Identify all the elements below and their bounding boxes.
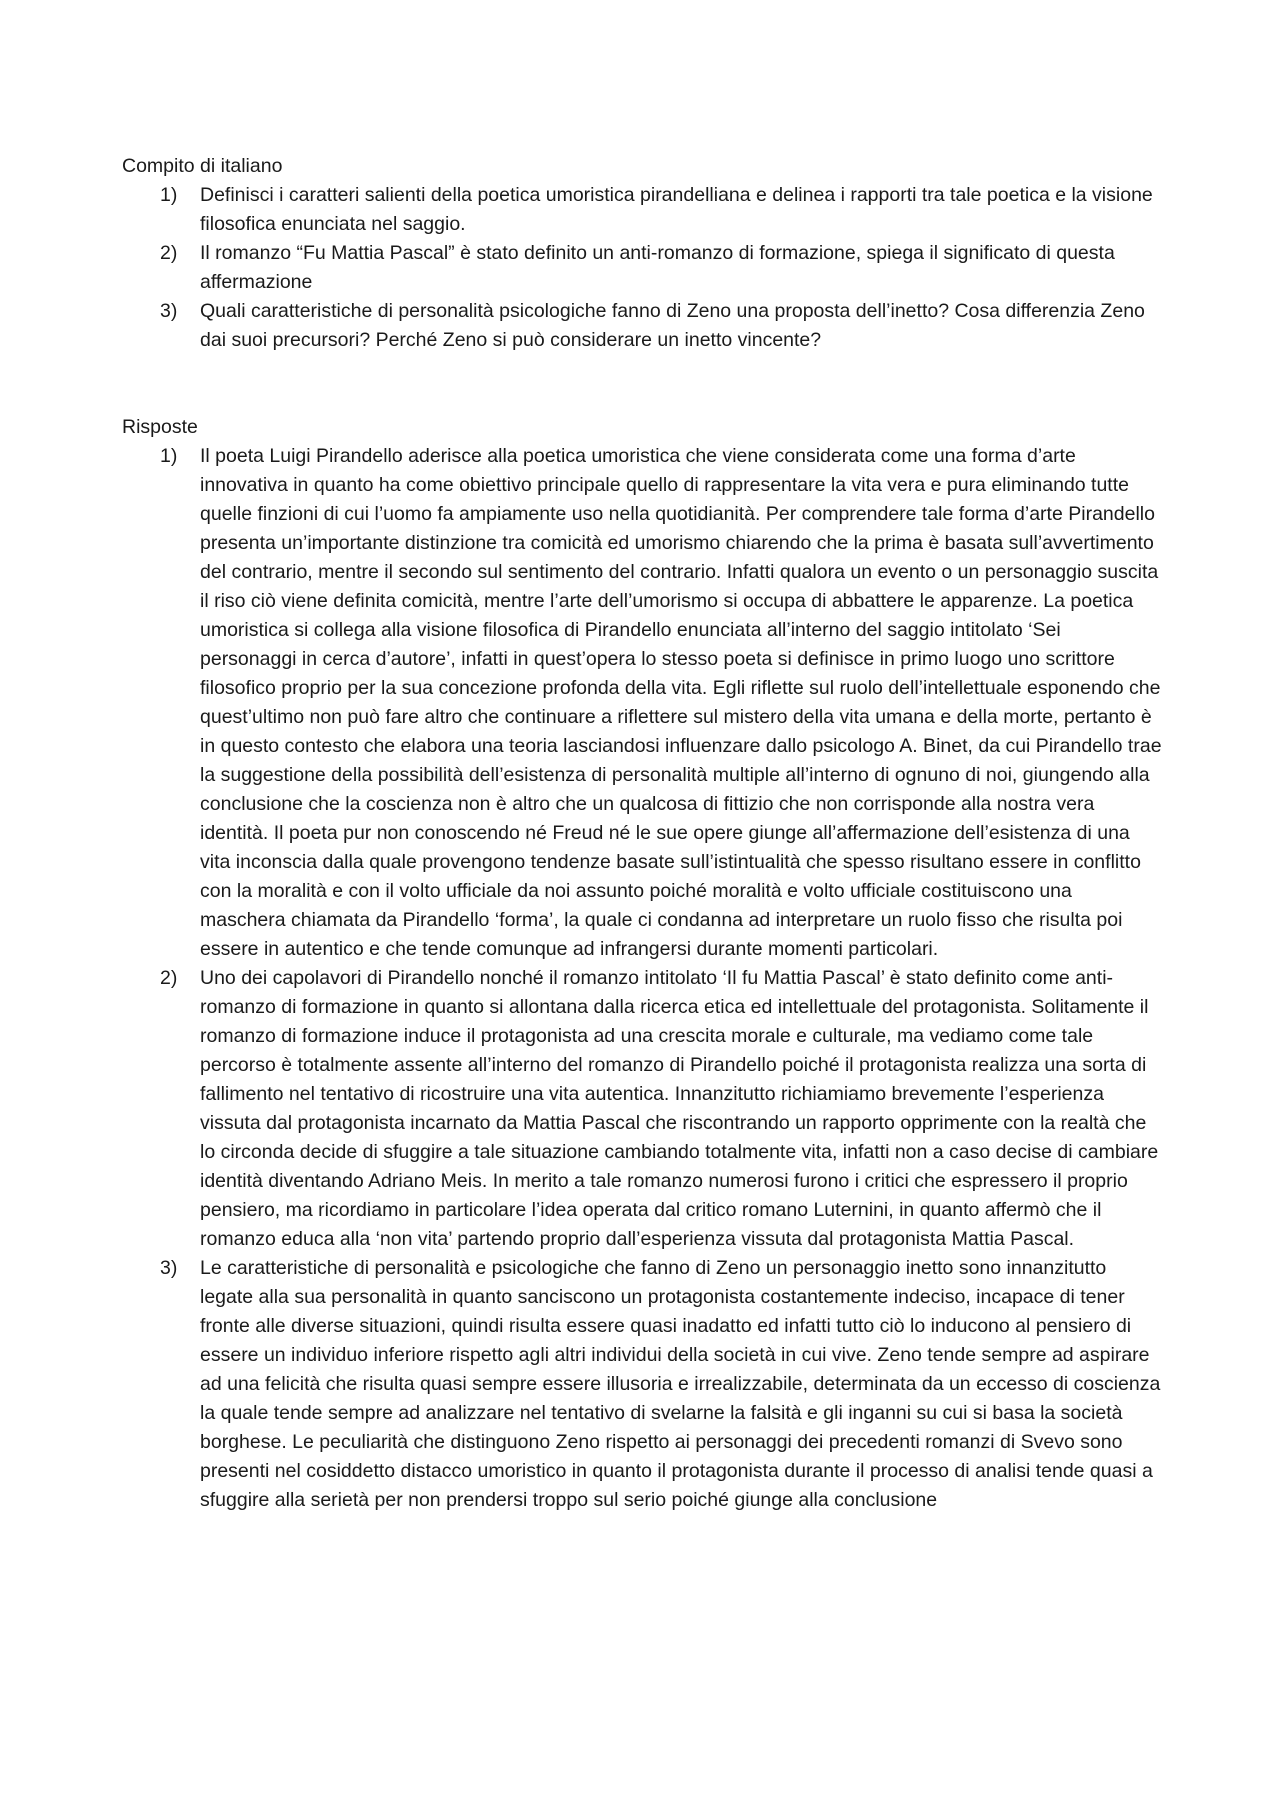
question-text: Il romanzo “Fu Mattia Pascal” è stato definito un anti-romanzo di formazione, spiega il significato di questa affermazione [200,242,1115,293]
question-number: 1) [160,184,178,206]
question-text: Quali caratteristiche di personalità psicologiche fanno di Zeno una proposta dell’inetto? Cosa differenzia Zeno dai suoi precursori? Perché Zeno si può considerare un inetto vincente? [200,300,1145,351]
answer-number: 3) [160,1257,178,1279]
answer-item [122,964,1162,1254]
question-item [122,239,1162,297]
questions-list [122,181,1162,355]
answers-title: Risposte [122,416,198,438]
question-number: 2) [160,242,178,264]
answer-text: Le caratteristiche di personalità e psicologiche che fanno di Zeno un personaggio inetto sono innanzitutto legate alla sua personalità in quanto sanciscono un protagonista costantemente indeciso, incapace di tener fronte alle diverse situazioni, quindi risulta essere quasi inadatto ed infatti tutto ciò lo inducono al pensiero di essere un individuo inferiore rispetto agli altri individui della società in cui vive. Zeno tende sempre ad aspirare ad una felicità che risulta quasi sempre essere illusoria e irrealizzabile, determinata da un eccesso di coscienza la quale tende sempre ad analizzare nel tentativo di svelarne la falsità e gli inganni su cui si basa la società borghese. Le peculiarità che distinguono Zeno rispetto ai personaggi dei precedenti romanzi di Svevo sono presenti nel cosiddetto distacco umoristico in quanto il protagonista durante il processo di analisi tende quasi a sfuggire alla serietà per non prendersi troppo sul serio poiché giunge alla conclusione [200,1257,1161,1511]
section-spacer [122,355,1162,413]
document-page [122,152,1162,1515]
answers-list [122,442,1162,1515]
answer-text: Uno dei capolavori di Pirandello nonché il romanzo intitolato ‘Il fu Mattia Pascal’ è stato definito come anti-romanzo di formazione in quanto si allontana dalla ricerca etica ed intellettuale del protagonista. Solitamente il romanzo di formazione induce il protagonista ad una crescita morale e culturale, ma vediamo come tale percorso è totalmente assente all’interno del romanzo di Pirandello poiché il protagonista realizza una sorta di fallimento nel tentativo di ricostruire una vita autentica. Innanzitutto richiamiamo brevemente l’esperienza vissuta dal protagonista incarnato da Mattia Pascal che riscontrando un rapporto opprimente con la realtà che lo circonda decide di sfuggire a tale situazione cambiando totalmente vita, infatti non a caso decise di cambiare identità diventando Adriano Meis. In merito a tale romanzo numerosi furono i critici che espressero il proprio pensiero, ma ricordiamo in particolare l’idea operata dal critico romano Luternini, in quanto affermò che il romanzo educa alla ‘non vita’ partendo proprio dall’esperienza vissuta dal protagonista Mattia Pascal. [200,967,1159,1250]
answer-item [122,1254,1162,1515]
answer-number: 1) [160,445,178,467]
assignment-title: Compito di italiano [122,155,283,177]
question-item [122,297,1162,355]
answer-item [122,442,1162,964]
question-text: Definisci i caratteri salienti della poetica umoristica pirandelliana e delinea i rapporti tra tale poetica e la visione filosofica enunciata nel saggio. [200,184,1153,235]
question-number: 3) [160,300,178,322]
question-item [122,181,1162,239]
answer-text: Il poeta Luigi Pirandello aderisce alla poetica umoristica che viene considerata come una forma d’arte innovativa in quanto ha come obiettivo principale quello di rappresentare la vita vera e pura eliminando tutte quelle finzioni di cui l’uomo fa ampiamente uso nella quotidianità. Per comprendere tale forma d’arte Pirandello presenta un’importante distinzione tra comicità ed umorismo chiarendo che la prima è basata sull’avvertimento del contrario, mentre il secondo sul sentimento del contrario. Infatti qualora un evento o un personaggio suscita il riso ciò viene definita comicità, mentre l’arte dell’umorismo si occupa di abbattere le apparenze. La poetica umoristica si collega alla visione filosofica di Pirandello enunciata all’interno del saggio intitolato ‘Sei personaggi in cerca d’autore’, infatti in quest’opera lo stesso poeta si definisce in primo luogo uno scrittore filosofico proprio per la sua concezione profonda della vita. Egli riflette sul ruolo dell’intellettuale esponendo che quest’ultimo non può fare altro che continuare a riflettere sul mistero della vita umana e della morte, pertanto è in questo contesto che elabora una teoria lasciandosi influenzare dallo psicologo A. Binet, da cui Pirandello trae la suggestione della possibilità dell’esistenza di personalità multiple all’interno di ognuno di noi, giungendo alla conclusione che la coscienza non è altro che un qualcosa di fittizio che non corrisponde alla nostra vera identità. Il poeta pur non conoscendo né Freud né le sue opere giunge all’affermazione dell’esistenza di una vita inconscia dalla quale provengono tendenze basate sull’istintualità che spesso risultano essere in conflitto con la moralità e con il volto ufficiale da noi assunto poiché moralità e volto ufficiale costituiscono una maschera chiamata da Pirandello ‘forma’, la quale ci condanna ad interpretare un ruolo fisso che risulta poi essere in autentico e che tende comunque ad infrangersi durante momenti particolari. [200,445,1162,960]
answer-number: 2) [160,967,178,989]
